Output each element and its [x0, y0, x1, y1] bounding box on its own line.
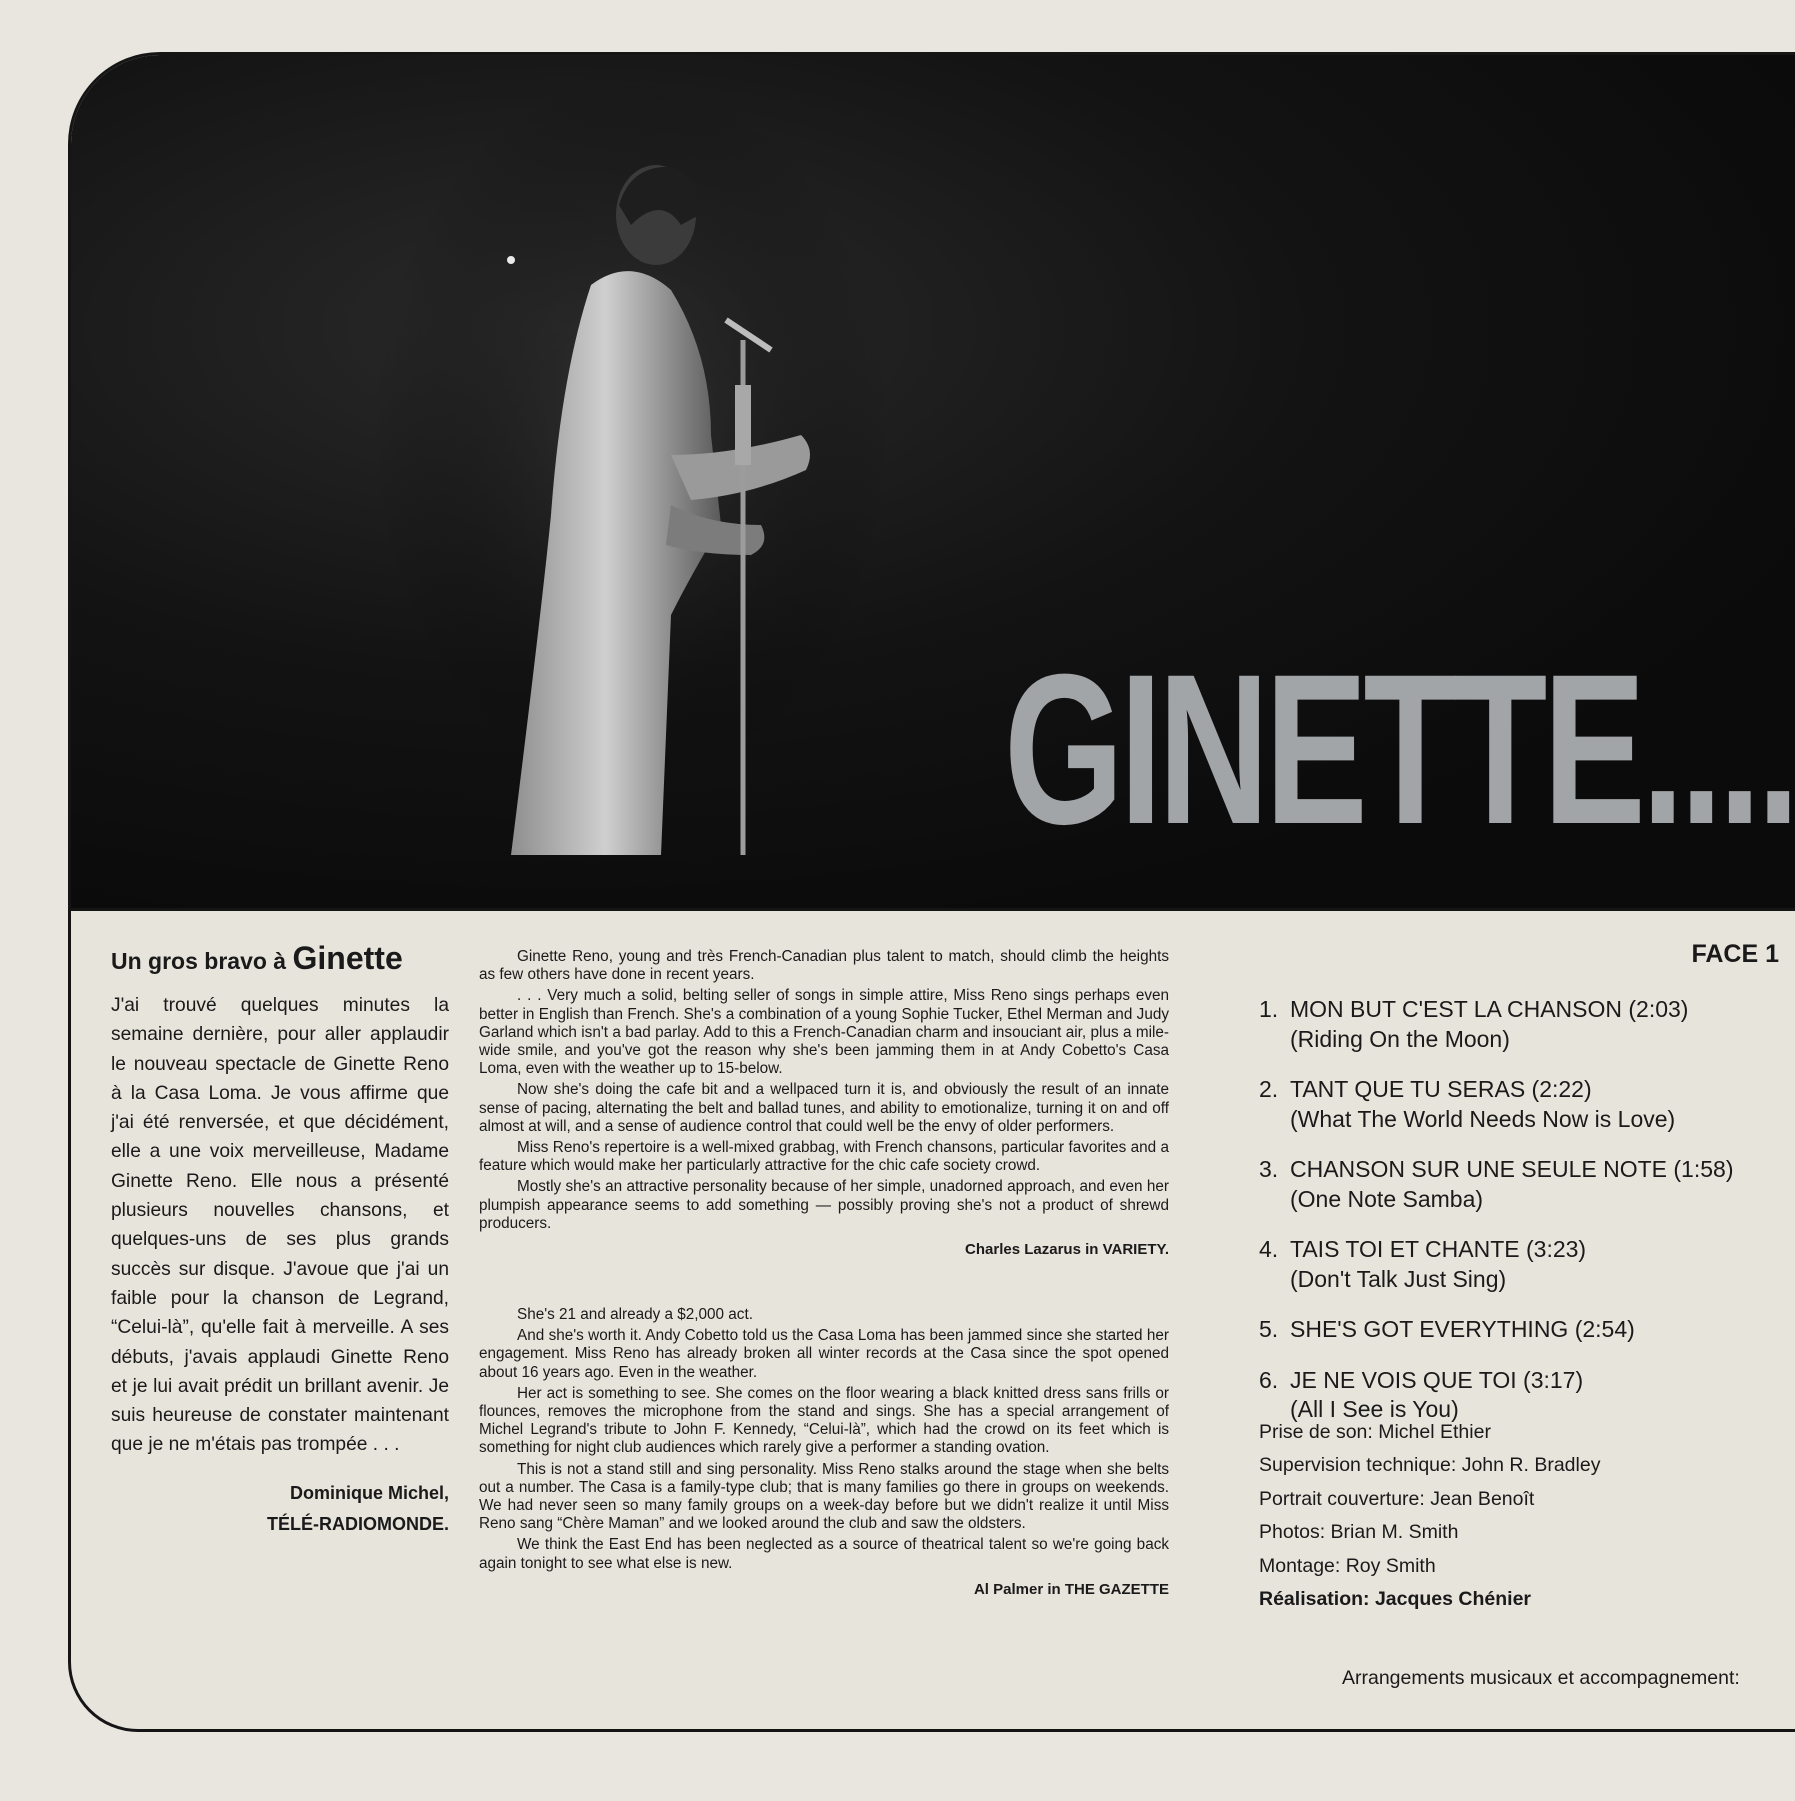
- track-item: [1259, 1235, 1779, 1294]
- track-list: [1259, 995, 1779, 1446]
- credit-line: Photos: Brian M. Smith: [1259, 1521, 1459, 1544]
- track-item: [1259, 1155, 1779, 1214]
- arrangements-credit: Arrangements musicaux et accompagnement:: [1342, 1667, 1740, 1689]
- track-subtitle: (One Note Samba): [1290, 1185, 1484, 1212]
- gazette-paragraph: She's 21 and already a $2,000 act.: [517, 1306, 753, 1324]
- left-signature-name: Dominique Michel,: [289, 1482, 449, 1503]
- track-number: 6.: [1259, 1366, 1279, 1393]
- cover-title: GINETTE....: [1004, 630, 1795, 869]
- variety-paragraph: Now she's doing the cafe bit and a wellpaced turn it is, and obviously the result of an innate sense of pacing, alternating the belt and ballad tunes, and ability to emotionalize, turning it on and off almost at will, and a sense of audience control that could well be the envy of older performers.: [479, 1081, 1169, 1135]
- variety-paragraph: Mostly she's an attractive personality because of her simple, unadorned approach, and even her plumpish appearance seems to add something — possibly proving she's not a product of shrewd producers.: [479, 1178, 1169, 1232]
- review-left-column: [111, 940, 449, 1540]
- track-title: SHE'S GOT EVERYTHING (2:54): [1290, 1316, 1635, 1342]
- track-title: TANT QUE TU SERAS (2:22): [1290, 1076, 1592, 1102]
- track-subtitle: (Riding On the Moon): [1290, 1025, 1510, 1052]
- left-heading-name: Ginette: [292, 940, 403, 976]
- credit-realisation: Réalisation: Jacques Chénier: [1259, 1588, 1532, 1611]
- left-heading: [111, 940, 449, 977]
- panel-divider: [71, 908, 1795, 911]
- track-title: TAIS TOI ET CHANTE (3:23): [1290, 1236, 1587, 1262]
- credit-line: Portrait couverture: Jean Benoît: [1259, 1487, 1535, 1510]
- credit-line: Supervision technique: John R. Bradley: [1259, 1454, 1601, 1477]
- variety-paragraph: . . . Very much a solid, belting seller of songs in simple attire, Miss Reno sings perhaps even better in English than French. She's a combination of a young Sophie Tucker, Ethel Merman and Judy Garland which isn't a bad parlay. Add to this a French-Canadian charm and insouciant air, plus a mile-wide smile, and you've got the reason why she's been jamming them in at Andy Cobetto's Casa Loma, even with the weather up to 15-below.: [479, 987, 1169, 1078]
- left-review-signature: [111, 1478, 449, 1540]
- track-title: CHANSON SUR UNE SEULE NOTE (1:58): [1290, 1156, 1734, 1182]
- variety-paragraph: Miss Reno's repertoire is a well-mixed grabbag, with French chansons, particular favorites and a feature which would make her particularly attractive for the chic cafe society crowd.: [479, 1139, 1169, 1175]
- left-signature-publication: TÉLÉ-RADIOMONDE.: [267, 1513, 449, 1534]
- gazette-paragraph: And she's worth it. Andy Cobetto told us the Casa Loma has been jammed since she started her engagement. Miss Reno has already broken all winter records at the Casa since the spot opened about 16 years ago. Even in the weather.: [479, 1327, 1169, 1381]
- album-back-cover: [68, 52, 1795, 1732]
- track-title: JE NE VOIS QUE TOI (3:17): [1290, 1366, 1584, 1393]
- performer-photo: [71, 55, 1795, 908]
- track-number: 1.: [1259, 996, 1279, 1022]
- variety-paragraph: Ginette Reno, young and très French-Canadian plus talent to match, should climb the heights as few others have done in recent years.: [479, 948, 1169, 984]
- gazette-paragraph: We think the East End has been neglected as a source of theatrical talent so we're going back again tonight to see what else is new.: [479, 1536, 1169, 1572]
- track-number: 2.: [1259, 1076, 1279, 1102]
- credits-block: [1259, 1416, 1779, 1616]
- track-subtitle: (All I See is You): [1290, 1396, 1459, 1422]
- left-heading-prefix: Un gros bravo à: [111, 948, 287, 974]
- track-number: 4.: [1259, 1236, 1279, 1262]
- variety-signature: Charles Lazarus in VARIETY.: [965, 1241, 1169, 1259]
- track-subtitle: (What The World Needs Now is Love): [1290, 1105, 1676, 1132]
- review-middle-column: [479, 948, 1169, 1598]
- track-number: 3.: [1259, 1156, 1279, 1182]
- track-item: [1259, 1075, 1779, 1134]
- gazette-paragraph: This is not a stand still and sing personality. Miss Reno stalks around the stage when she belts out a number. The Casa is a family-type club; that is many families go there in groups on weekends. We had never seen so many family groups on a week-day before but we didn't realize it until Miss Reno sang “Chère Maman” and we looked around the club and saw the oldsters.: [479, 1460, 1169, 1533]
- track-title: MON BUT C'EST LA CHANSON (2:03): [1290, 996, 1689, 1022]
- gazette-paragraph: Her act is something to see. She comes on the floor wearing a black knitted dress sans frills or flounces, removes the microphone from the stand and sings. She has a special arrangement of Michel Legrand's tribute to John F. Kennedy, “Celui-là”, which had the crowd on its feet which is something for night club audiences which rarely give a performer a standing ovation.: [479, 1384, 1169, 1457]
- track-subtitle: (Don't Talk Just Sing): [1290, 1265, 1507, 1292]
- track-item: [1259, 995, 1779, 1054]
- credit-line: Prise de son: Michel Ethier: [1259, 1421, 1491, 1443]
- gazette-signature: Al Palmer in THE GAZETTE: [973, 1580, 1169, 1598]
- track-item: [1259, 1315, 1779, 1345]
- credit-line: Montage: Roy Smith: [1259, 1554, 1436, 1577]
- left-review-body: J'ai trouvé quelques minutes la semaine dernière, pour aller applaudir le nouveau spectacle de Ginette Reno à la Casa Loma. Je vous affirme que j'ai été renversée, et que décidément, elle a une voix merveilleuse, Madame Ginette Reno. Elle nous a présenté plusieurs nouvelles chansons, et quelques-uns de ses plus grands succès sur disque. J'avoue que j'ai un faible pour la chanson de Legrand, “Celui-là”, qu'elle fait à merveille. A ses débuts, j'avais applaudi Ginette Reno et je lui avait prédit un brillant avenir. Je suis heureuse de constater maintenant que je ne m'étais pas trompée . . .: [111, 995, 449, 1456]
- face-label: FACE 1: [1691, 940, 1779, 968]
- track-number: 5.: [1259, 1316, 1279, 1342]
